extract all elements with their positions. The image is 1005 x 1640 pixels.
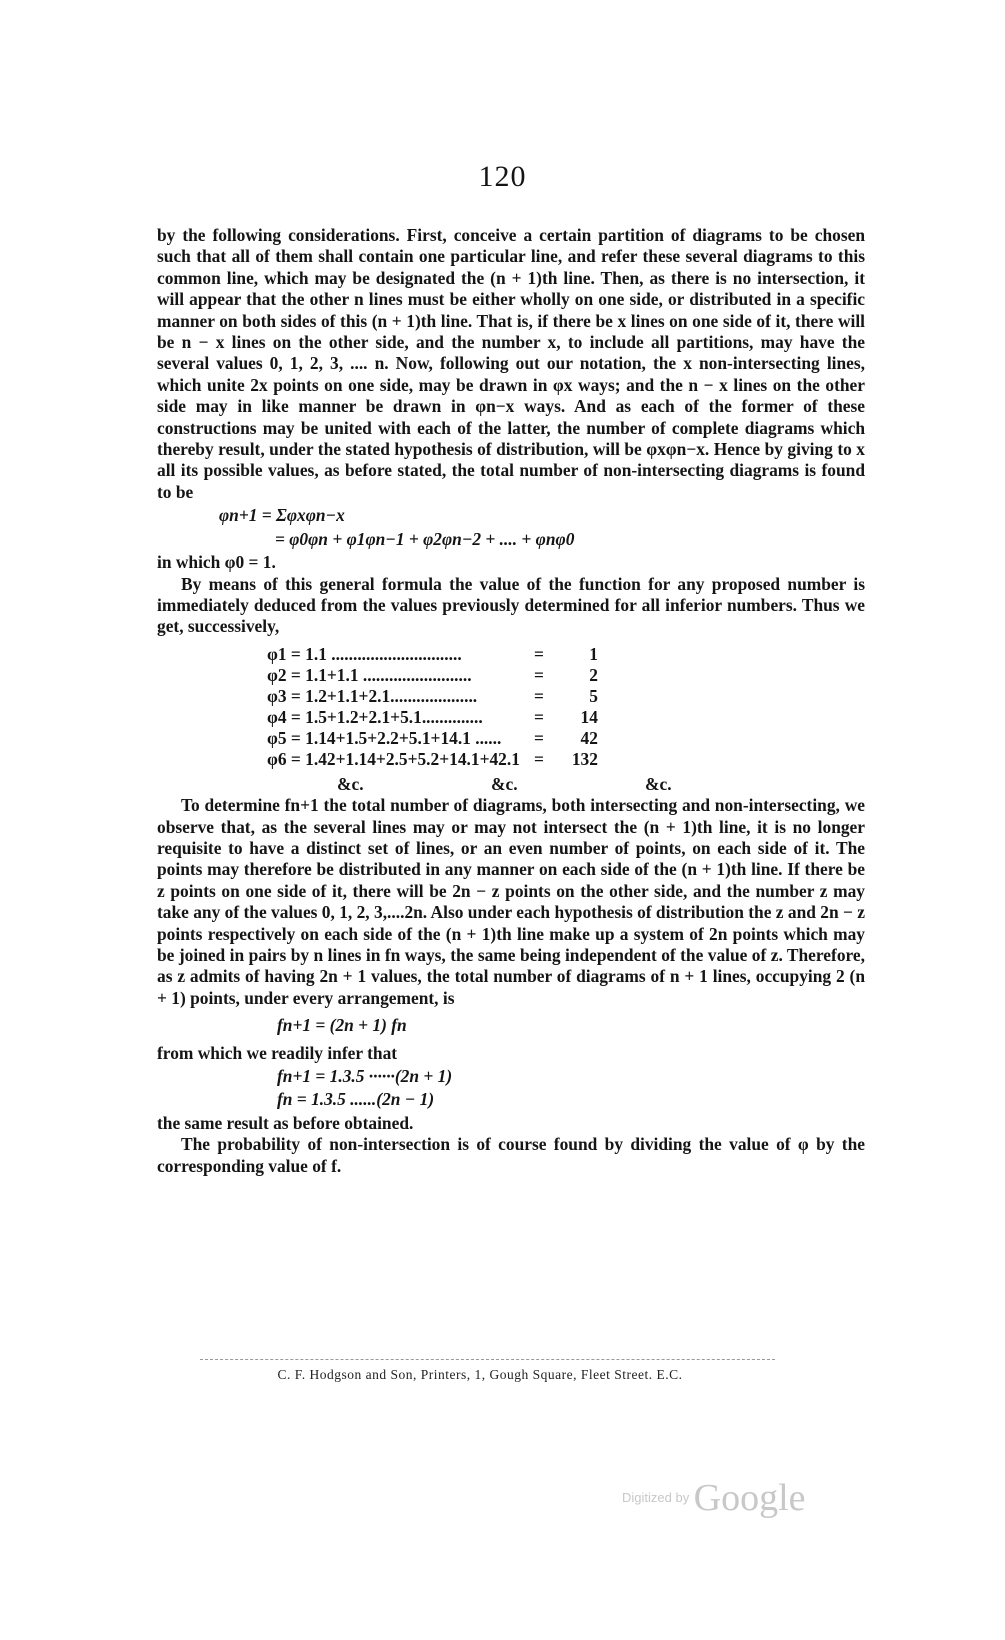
formula-f-product-odd: fn+1 = 1.3.5 ······(2n + 1) [277, 1066, 453, 1086]
formula-f-recurrence: fn+1 = (2n + 1) fn [277, 1015, 407, 1036]
digitized-by-label: Digitized by [622, 1490, 690, 1505]
series-row [265, 644, 600, 665]
series-row [265, 686, 600, 707]
series-value: 5 [589, 685, 598, 706]
series-lhs: φ1 = 1.1 .............................. [267, 643, 462, 664]
series-lhs: φ3 = 1.2+1.1+2.1.................... [267, 685, 478, 706]
series-value: 132 [571, 748, 598, 769]
series-eq: = [533, 685, 544, 706]
series-value: 42 [580, 727, 598, 748]
series-eq: = [533, 643, 544, 664]
paragraph-total-diagrams: To determine fn+1 the total number of diagrams, both intersecting and non-intersecting, we observe that, as the several lines may or may not intersect the (n + 1)th line, it is no longer requisite to have a distinct set of lines, or an even number of points, on each side of it. The points may therefore be distributed in any manner on each side of the (n + 1)th line. If there be z points on one side of it, there will be 2n − z points on the other side, and the number z may take any of the values 0, 1, 2, 3,....2n. Also under each hypothesis of distribution the z and 2n − z points respectively on each side of the (n + 1)th line make up a system of 2n points which may be joined in pairs by n lines in fn ways, the same being independent of the value of z. Therefore, as z admits of having 2n + 1 values, the total number of diagrams of n + 1 lines, occupying 2 (n + 1) points, under every arrangement, is [157, 795, 865, 1008]
formula-phi-sum: φn+1 = Σφxφn−x [219, 505, 345, 526]
google-logo: Google [693, 1477, 806, 1519]
series-lhs: φ2 = 1.1+1.1 ......................... [267, 664, 472, 685]
series-value: 2 [589, 664, 598, 685]
paragraph-partition: by the following considerations. First, conceive a certain partition of diagrams to be chosen such that all of them shall contain one particular line, and refer these several diagrams to this common line, which may be designated the (n + 1)th line. Then, as there is no intersection, it will appear that the other n lines must be either wholly on one side, or distributed in a specific manner on both sides of this (n + 1)th line. That is, if there be x lines on one side of it, there will be n − x lines on the other side, and the number x, to include all partitions, may have the several values 0, 1, 2, 3, .... n. Now, following out our notation, the x non-intersecting lines, which unite 2x points on one side, may be drawn in φx ways; and the n − x lines on the other side may in like manner be drawn in φn−x ways. And as each of the former of these constructions may be united with each of the latter, the number of complete diagrams which thereby result, under the stated hypothesis of distribution, will be φxφn−x. Hence by giving to x all its possible values, as before stated, the total number of non-intersecting diagrams is found to be [157, 225, 865, 502]
page-body [157, 225, 865, 1177]
etc-row [337, 774, 865, 795]
series-row [265, 707, 600, 728]
etc-mark: &c. [337, 773, 364, 794]
etc-mark: &c. [645, 773, 672, 794]
page-number: 120 [478, 160, 527, 193]
digitized-watermark [622, 1476, 806, 1520]
phi-series-table [265, 644, 600, 770]
series-lhs: φ5 = 1.14+1.5+2.2+5.1+14.1 ...... [267, 727, 502, 748]
series-lhs: φ6 = 1.42+1.14+2.5+5.2+14.1+42.1 [267, 748, 520, 769]
divider-rule [200, 1359, 775, 1360]
series-row [265, 728, 600, 749]
etc-mark: &c. [491, 773, 518, 794]
printer-imprint: C. F. Hodgson and Son, Printers, 1, Gough Square, Fleet Street. E.C. [277, 1367, 683, 1382]
series-value: 1 [589, 643, 598, 664]
series-eq: = [533, 664, 544, 685]
series-row [265, 749, 600, 770]
series-value: 14 [580, 706, 598, 727]
formula-f-product: fn = 1.3.5 ......(2n − 1) [277, 1089, 435, 1110]
same-result-text: the same result as before obtained. [157, 1112, 414, 1133]
series-eq: = [533, 706, 544, 727]
paragraph-probability: The probability of non-intersection is of course found by dividing the value of φ by the corresponding value of f. [157, 1134, 865, 1176]
series-row [265, 665, 600, 686]
paragraph-general-formula: By means of this general formula the value of the function for any proposed number is immediately deduced from the values previously determined for all inferior numbers. Thus we get, successively, [157, 573, 865, 637]
formula-phi-expansion: = φ0φn + φ1φn−1 + φ2φn−2 + .... + φnφ0 [275, 528, 575, 549]
phi-zero-note: in which φ0 = 1. [157, 552, 276, 573]
series-eq: = [533, 748, 544, 769]
series-lhs: φ4 = 1.5+1.2+2.1+5.1.............. [267, 706, 483, 727]
series-eq: = [533, 727, 544, 748]
from-which-text: from which we readily infer that [157, 1042, 398, 1063]
